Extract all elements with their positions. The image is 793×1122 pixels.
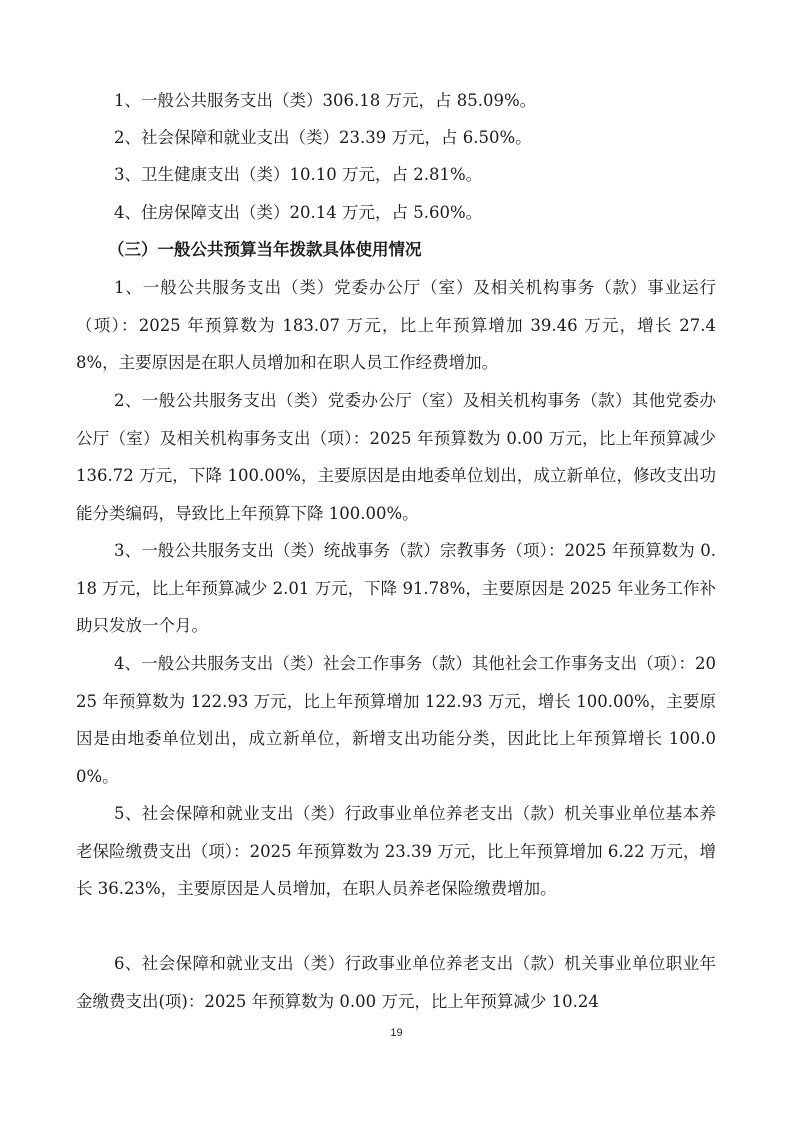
detail-item-4: 4、一般公共服务支出（类）社会工作事务（款）其他社会工作事务支出（项）：2025 年预算数为 122.93 万元，比上年预算增加 122.93 万元，增长 100.00%，主要原因是由地委单位划出，成立新单位，新增支出功能分类，因此比上年预算增长 100.00%。 — [76, 654, 716, 786]
detail-item-1: 1、一般公共服务支出（类）党委办公厅（室）及相关机构事务（款）事业运行（项）：2025 年预算数为 183.07 万元，比上年预算增加 39.46 万元，增长 27.48%，主要原因是在职人员增加和在职人员工作经费增加。 — [76, 278, 716, 373]
section-heading: （三）一般公共预算当年拨款具体使用情况 — [108, 240, 422, 259]
page-number: 19 — [390, 1027, 403, 1039]
summary-item-2: 2、社会保障和就业支出（类）23.39 万元，占 6.50%。 — [114, 128, 532, 147]
summary-item-1: 1、一般公共服务支出（类）306.18 万元，占 85.09%。 — [114, 91, 537, 110]
summary-item-3: 3、卫生健康支出（类）10.10 万元，占 2.81%。 — [114, 165, 483, 184]
summary-item-4: 4、住房保障支出（类）20.14 万元，占 5.60%。 — [114, 203, 483, 222]
detail-item-3: 3、一般公共服务支出（类）统战事务（款）宗教事务（项）：2025 年预算数为 0.18 万元，比上年预算减少 2.01 万元，下降 91.78%，主要原因是 2025 年业务工作补助只发放一个月。 — [76, 541, 716, 636]
detail-item-2: 2、一般公共服务支出（类）党委办公厅（室）及相关机构事务（款）其他党委办公厅（室）及相关机构事务支出（项）：2025 年预算数为 0.00 万元，比上年预算减少 136.72 万元，下降 100.00%，主要原因是由地委单位划出，成立新单位，修改支出功能分类编码，导致比上年预算下降 100.00%。 — [76, 391, 716, 523]
detail-item-5: 5、社会保障和就业支出（类）行政事业单位养老支出（款）机关事业单位基本养老保险缴费支出（项）：2025 年预算数为 23.39 万元，比上年预算增加 6.22 万元，增长 36.23%，主要原因是人员增加，在职人员养老保险缴费增加。 — [76, 804, 716, 899]
detail-item-6: 6、社会保障和就业支出（类）行政事业单位养老支出（款）机关事业单位职业年金缴费支出(项)：2025 年预算数为 0.00 万元，比上年预算减少 10.24 — [76, 954, 716, 1011]
